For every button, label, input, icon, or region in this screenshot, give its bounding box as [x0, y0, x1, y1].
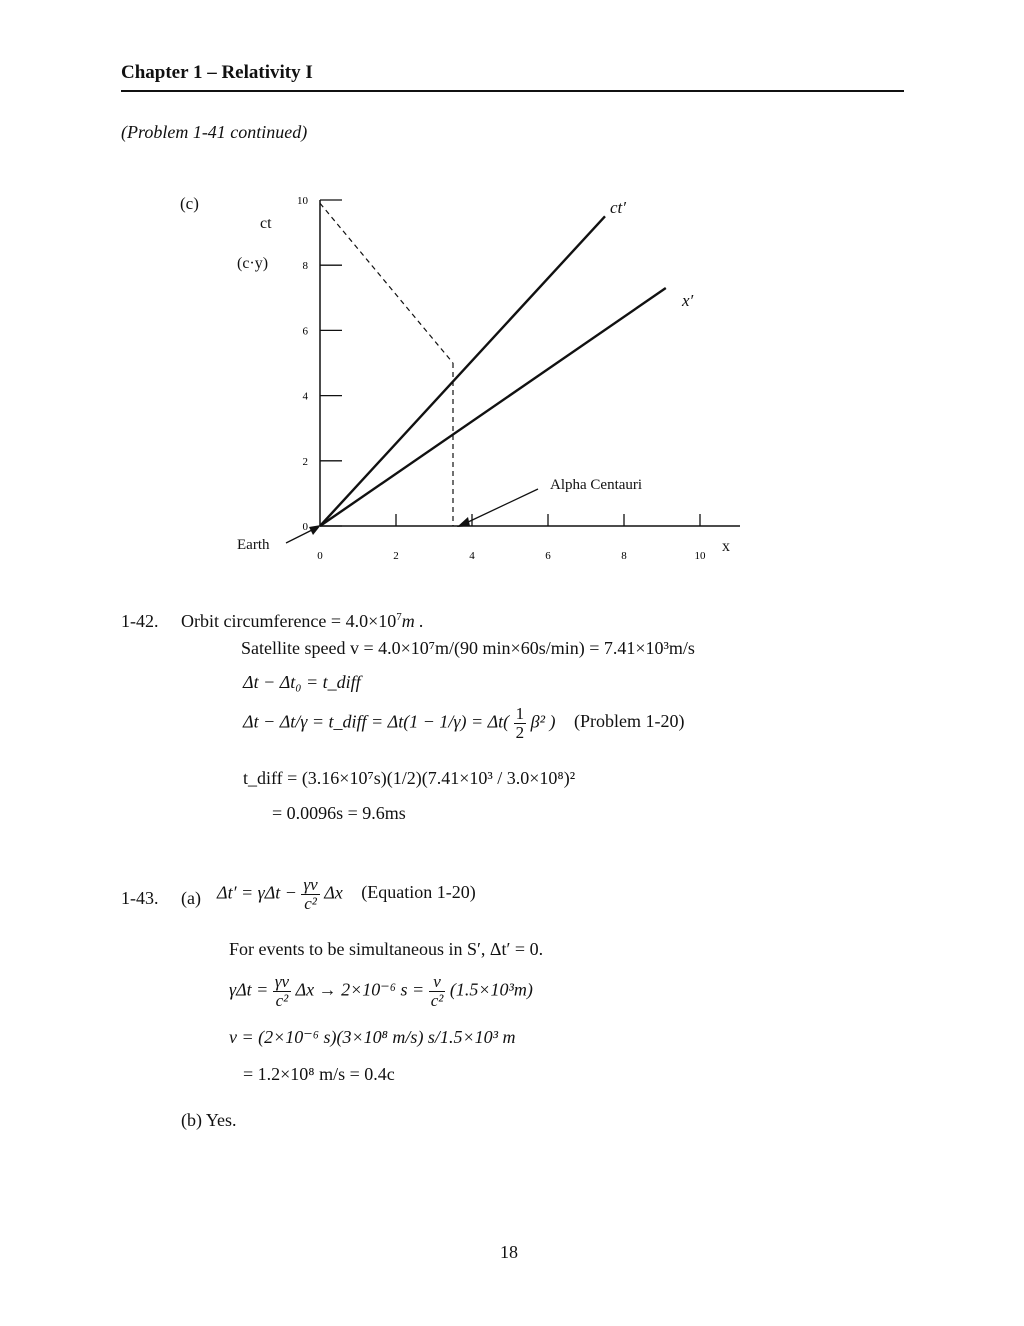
alpha-centauri-arrowhead — [457, 517, 470, 527]
spacetime-diagram — [0, 0, 1024, 600]
y-tick-label-2: 2 — [302, 455, 308, 468]
problem-1-42-line1: Orbit circumference = $4.0\times 10^7m$ . — [181, 611, 424, 631]
x-tick-label-4: 4 — [469, 550, 475, 562]
page-number: 18 — [500, 1242, 518, 1262]
problem-1-42-line5: t_diff = (3.16×10⁷s)(1/2)(7.41×10³ / 3.0×10⁸)² — [243, 768, 576, 788]
y-axis-label: ct — [260, 215, 272, 232]
y-tick-label-10: 10 — [297, 195, 308, 207]
problem-1-43-part-b: (b) Yes. — [181, 1110, 237, 1130]
x-tick-label-0: 0 — [317, 550, 323, 562]
page-header-title: Chapter 1 – Relativity I — [121, 62, 313, 83]
x-tick-label-8: 8 — [621, 550, 627, 562]
x-tick-label-6: 6 — [545, 550, 551, 562]
ct-prime-label: ct′ — [610, 198, 626, 217]
earth-pointer — [286, 530, 312, 543]
problem-1-42-line2: Satellite speed v = 4.0×10⁷m/(90 min×60s/min) = 7.41×10³m/s — [241, 638, 695, 658]
problem-1-43-part-a: (a) — [181, 888, 201, 908]
alpha-centauri-pointer — [466, 489, 538, 523]
figure-part-label: (c) — [180, 194, 199, 213]
series-line-dashed-to-ct-axis — [320, 203, 453, 363]
problem-1-42-number: 1-42. — [121, 611, 159, 631]
earth-label: Earth — [237, 537, 270, 553]
problem-1-43-line3: γΔt = $\frac{\gamma v}{\text{c²}}$ Δx → 2×10⁻⁶ s = $\frac{v}{\text{c²}}$ (1.5×10³m) — [229, 972, 533, 1010]
problem-1-43-equation: Δt′ = γΔt − $\frac{\gamma v}{\text{c²}}$ Δx (Equation 1-20) — [217, 875, 476, 913]
earth-arrowhead — [309, 525, 321, 535]
y-tick-label-4: 4 — [302, 390, 308, 403]
problem-1-43-line5: = 1.2×10⁸ m/s = 0.4c — [243, 1064, 395, 1084]
problem-1-43-simultaneous: For events to be simultaneous in S′, Δt′ = 0. — [229, 939, 544, 959]
problem-1-42-line4: Δt − Δt/γ = t_diff = Δt(1 − 1/γ) = Δt( $\frac{1}{2}$ β² ) (Problem 1-20) — [243, 704, 685, 742]
y-tick-label-0: 0 — [302, 521, 308, 533]
problem-1-43-number: 1-43. — [121, 888, 159, 908]
alpha-centauri-label: Alpha Centauri — [550, 477, 643, 493]
problem-1-42-line6: = 0.0096s = 9.6ms — [272, 803, 406, 823]
x-axis-label: x — [722, 538, 730, 555]
x-tick-label-2: 2 — [393, 550, 399, 562]
x-prime-label: x′ — [682, 291, 694, 310]
continued-label: (Problem 1-41 continued) — [121, 122, 308, 142]
problem-1-43-line4: v = (2×10⁻⁶ s)(3×10⁸ m/s) s/1.5×10³ m — [229, 1027, 516, 1047]
x-tick-label-10: 10 — [694, 550, 706, 562]
y-axis-unit: (c·y) — [237, 255, 269, 272]
y-tick-label-6: 6 — [302, 325, 308, 338]
y-tick-label-8: 8 — [302, 260, 308, 273]
problem-1-42-line3: Δt − Δt₀ = t_diff — [243, 672, 361, 692]
